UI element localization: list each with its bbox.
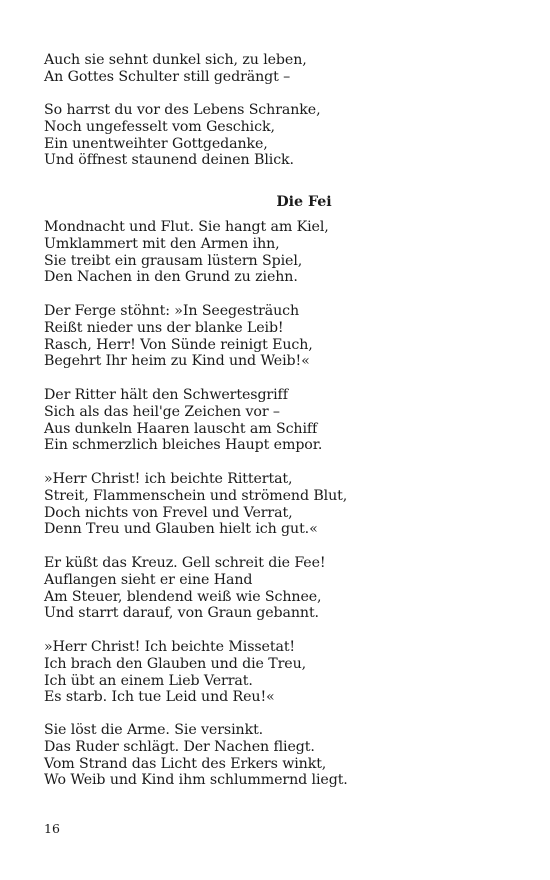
stanza-prev-1 (44, 52, 504, 86)
verse-line: Rasch, Herr! Von Sünde reinigt Euch, (44, 336, 313, 353)
page-number: 16 (44, 821, 60, 836)
stanza-3 (44, 387, 504, 454)
verse-line: Ich brach den Glauben und die Treu, (44, 655, 307, 672)
verse-line: Doch nichts von Frevel und Verrat, (44, 504, 293, 521)
verse-line: So harrst du vor des Lebens Schranke, (44, 102, 321, 118)
verse-line: Sie treibt ein grausam lüstern Spiel, (44, 252, 303, 269)
verse-line: Auch sie sehnt dunkel sich, zu leben, (44, 52, 307, 68)
verse-line: Ein schmerzlich bleiches Haupt empor. (44, 437, 323, 454)
verse-line: An Gottes Schulter still gedrängt – (44, 68, 291, 85)
verse-line: Ein unentweihter Gottgedanke, (44, 135, 268, 152)
stanza-5 (44, 555, 504, 622)
verse-line: Aus dunkeln Haaren lauscht am Schiff (44, 420, 318, 437)
verse-line: Streit, Flammenschein und strömend Blut, (44, 487, 348, 504)
poem-title: Die Fei (276, 194, 332, 210)
verse-line: »Herr Christ! Ich beichte Missetat! (44, 639, 296, 655)
verse-line: Noch ungefesselt vom Geschick, (44, 118, 275, 135)
verse-line: Umklammert mit den Armen ihn, (44, 235, 280, 252)
verse-line: Am Steuer, blendend weiß wie Schnee, (44, 588, 322, 605)
verse-line: Der Ritter hält den Schwertesgriff (44, 387, 288, 403)
stanza-prev-2 (44, 102, 504, 169)
verse-line: Der Ferge stöhnt: »In Seegesträuch (44, 303, 300, 319)
verse-line: »Herr Christ! ich beichte Rittertat, (44, 471, 293, 487)
verse-line: Vom Strand das Licht des Erkers winkt, (44, 755, 327, 772)
verse-line: Es starb. Ich tue Leid und Reu!« (44, 689, 275, 706)
verse-line: Den Nachen in den Grund zu ziehn. (44, 269, 298, 286)
verse-line: Sie löst die Arme. Sie versinkt. (44, 722, 264, 738)
verse-line: Begehrt Ihr heim zu Kind und Weib!« (44, 353, 310, 370)
stanza-7 (44, 722, 504, 789)
stanza-4 (44, 471, 504, 538)
verse-line: Ich übt an einem Lieb Verrat. (44, 672, 253, 689)
verse-line: Sich als das heil'ge Zeichen vor – (44, 403, 280, 420)
verse-line: Er küßt das Kreuz. Gell schreit die Fee! (44, 555, 326, 571)
verse-line: Und starrt darauf, von Graun gebannt. (44, 605, 319, 622)
verse-line: Denn Treu und Glauben hielt ich gut.« (44, 521, 318, 538)
verse-line: Reißt nieder uns der blanke Leib! (44, 319, 284, 336)
verse-line: Mondnacht und Flut. Sie hangt am Kiel, (44, 219, 329, 235)
stanza-1 (44, 219, 504, 286)
verse-line: Und öffnest staunend deinen Blick. (44, 152, 294, 169)
verse-line: Wo Weib und Kind ihm schlummernd liegt. (44, 772, 348, 789)
verse-line: Auflangen sieht er eine Hand (44, 571, 253, 588)
stanza-6 (44, 639, 504, 706)
stanza-2 (44, 303, 504, 370)
verse-line: Das Ruder schlägt. Der Nachen fliegt. (44, 738, 315, 755)
